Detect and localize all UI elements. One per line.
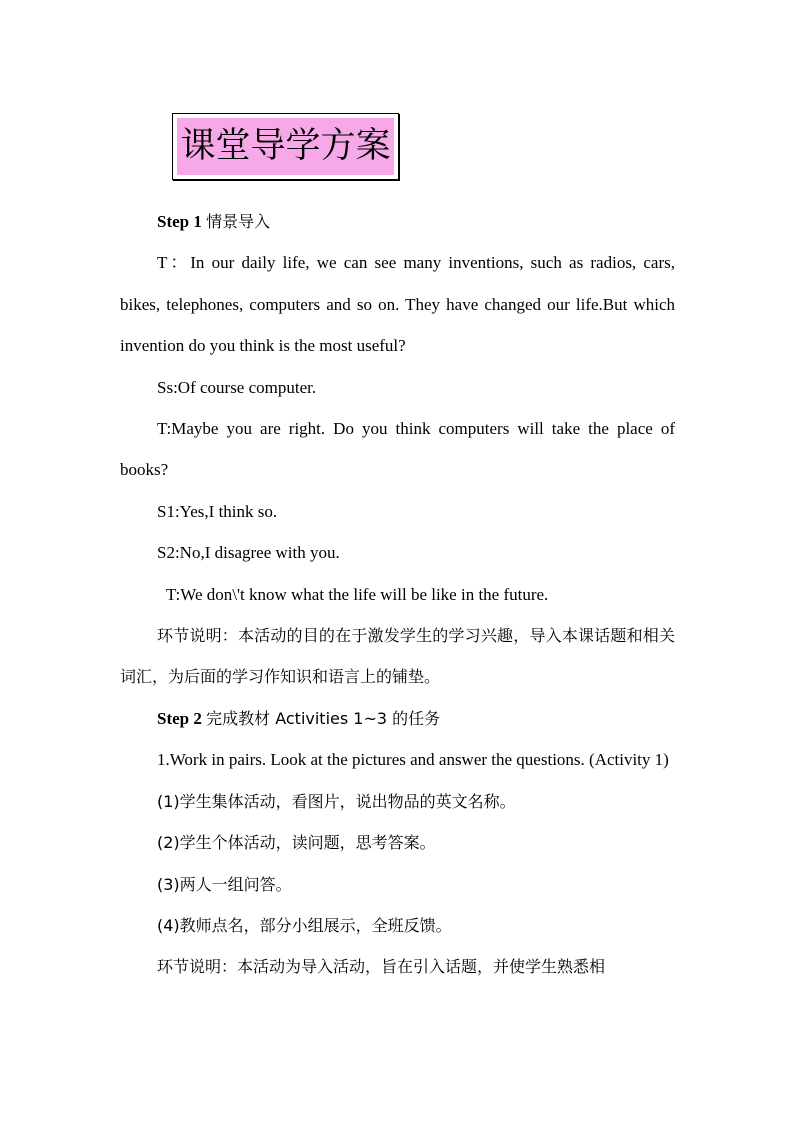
dialogue-line: S1:Yes,I think so. — [157, 501, 278, 521]
step2-heading — [120, 698, 675, 739]
step1-heading — [120, 201, 675, 242]
dialogue-line: T：In our daily life, we can see many inventions, such as radios, cars, bikes, telephones, computers and so on. They have changed our life.But which invention do you think is the most useful? — [120, 253, 675, 356]
substep-item: (2)学生个体活动，读问题，思考答案。 — [157, 833, 436, 853]
section-note: 环节说明：本活动为导入活动，旨在引入话题，并使学生熟悉相 — [157, 957, 606, 977]
substep-item: (4)教师点名，部分小组展示，全班反馈。 — [157, 915, 452, 935]
substep-item: (1)学生集体活动，看图片，说出物品的英文名称。 — [157, 791, 516, 811]
step1-label: Step 1 — [157, 212, 202, 231]
substep-item: (3)两人一组问答。 — [157, 874, 292, 894]
step2-label: Step 2 — [157, 708, 202, 728]
dialogue-line: T:We don\'t know what the life will be like in the future. — [166, 584, 549, 604]
step1-title: 情景导入 — [206, 212, 271, 231]
page-title: 课堂导学方案 — [177, 118, 394, 175]
dialogue-line: Ss:Of course computer. — [157, 377, 317, 397]
section-note: 环节说明：本活动的目的在于激发学生的学习兴趣，导入本课话题和相关词汇，为后面的学习作知识和语言上的铺垫。 — [120, 626, 675, 687]
dialogue-line: S2:No,I disagree with you. — [157, 543, 340, 563]
dialogue-line: T:Maybe you are right. Do you think computers will take the place of books? — [120, 419, 675, 480]
task-item: 1.Work in pairs. Look at the pictures and answer the questions. (Activity 1) — [157, 750, 669, 770]
document-body — [120, 201, 675, 988]
title-box — [172, 113, 399, 180]
step2-title: 完成教材 Activities 1~3 的任务 — [206, 708, 441, 728]
